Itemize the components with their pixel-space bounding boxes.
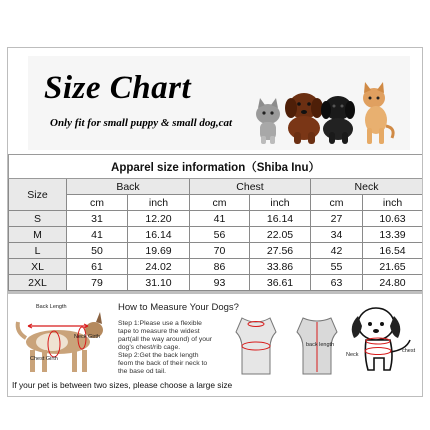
table-cell: 16.14 [128,227,190,243]
unit-header: inch [128,195,190,211]
table-row [9,243,423,259]
table-cell: 42 [311,243,363,259]
table-cell: 33.86 [250,259,311,275]
table-cell: 36.61 [250,275,311,291]
size-cell: 2XL [9,275,67,291]
group-header-chest: Chest [190,179,311,195]
size-cell: XL [9,259,67,275]
table-row [9,259,423,275]
table-cell: 27 [311,211,363,227]
table-cell: 79 [67,275,128,291]
chart-header [8,48,422,152]
table-cell: 70 [190,243,250,259]
table-cell: 93 [190,275,250,291]
size-advice-note: If your pet is between two sizes, please choose a large size [12,380,233,390]
back-length-label: Back Length [36,304,67,310]
neck-girth-label: Neck Girth [74,334,100,340]
table-cell: 31 [67,211,128,227]
table-cell: 27.56 [250,243,311,259]
back-length-label-vest: back length [306,342,335,348]
table-cell: 12.20 [128,211,190,227]
size-cell: M [9,227,67,243]
size-table [8,154,423,291]
size-cell: S [9,211,67,227]
measure-title: How to Measure Your Dogs? [118,302,239,313]
unit-header: cm [190,195,250,211]
table-cell: 21.65 [363,259,423,275]
unit-header: inch [363,195,423,211]
size-column-header: Size [9,179,67,211]
table-caption: Apparel size information（Shiba Inu） [9,155,423,179]
group-header-neck: Neck [311,179,423,195]
table-row [9,211,423,227]
vest-front-icon [230,314,282,378]
table-cell: 61 [67,259,128,275]
unit-header: cm [67,195,128,211]
table-cell: 56 [190,227,250,243]
puppies-kittens-photo [246,68,396,146]
cartoon-dog-icon [344,300,420,380]
table-cell: 16.14 [250,211,311,227]
table-cell: 10.63 [363,211,423,227]
table-cell: 55 [311,259,363,275]
measure-step-2: Step 2:Get the back length feom the back of their neck to the base od tail. [118,352,208,375]
group-header-back: Back [67,179,190,195]
unit-header: cm [311,195,363,211]
chest-girth-label: Chest Girth [30,356,58,362]
table-cell: 41 [67,227,128,243]
table-row [9,227,423,243]
table-cell: 50 [67,243,128,259]
table-cell: 13.39 [363,227,423,243]
table-cell: 16.54 [363,243,423,259]
dog-measure-diagram [12,302,112,378]
size-table-area [8,154,422,294]
measure-guide [8,296,422,396]
measure-step-1: Step 1:Please use a flexible tape to measure the widest part(all the way around) of your dog's chest/rib cage. [118,320,213,351]
size-cell: L [9,243,67,259]
table-cell: 41 [190,211,250,227]
table-cell: 19.69 [128,243,190,259]
fit-note: Only fit for small puppy & small dog,cat [50,117,233,129]
table-cell: 34 [311,227,363,243]
size-chart-card [7,47,423,397]
table-cell: 63 [311,275,363,291]
table-row [9,275,423,291]
table-cell: 31.10 [128,275,190,291]
chest-label: chest [402,348,416,354]
table-cell: 22.05 [250,227,311,243]
table-cell: 24.02 [128,259,190,275]
neck-label: Neck [346,352,359,358]
page-title: Size Chart [44,70,192,106]
table-cell: 24.80 [363,275,423,291]
table-cell: 86 [190,259,250,275]
unit-header: inch [250,195,311,211]
